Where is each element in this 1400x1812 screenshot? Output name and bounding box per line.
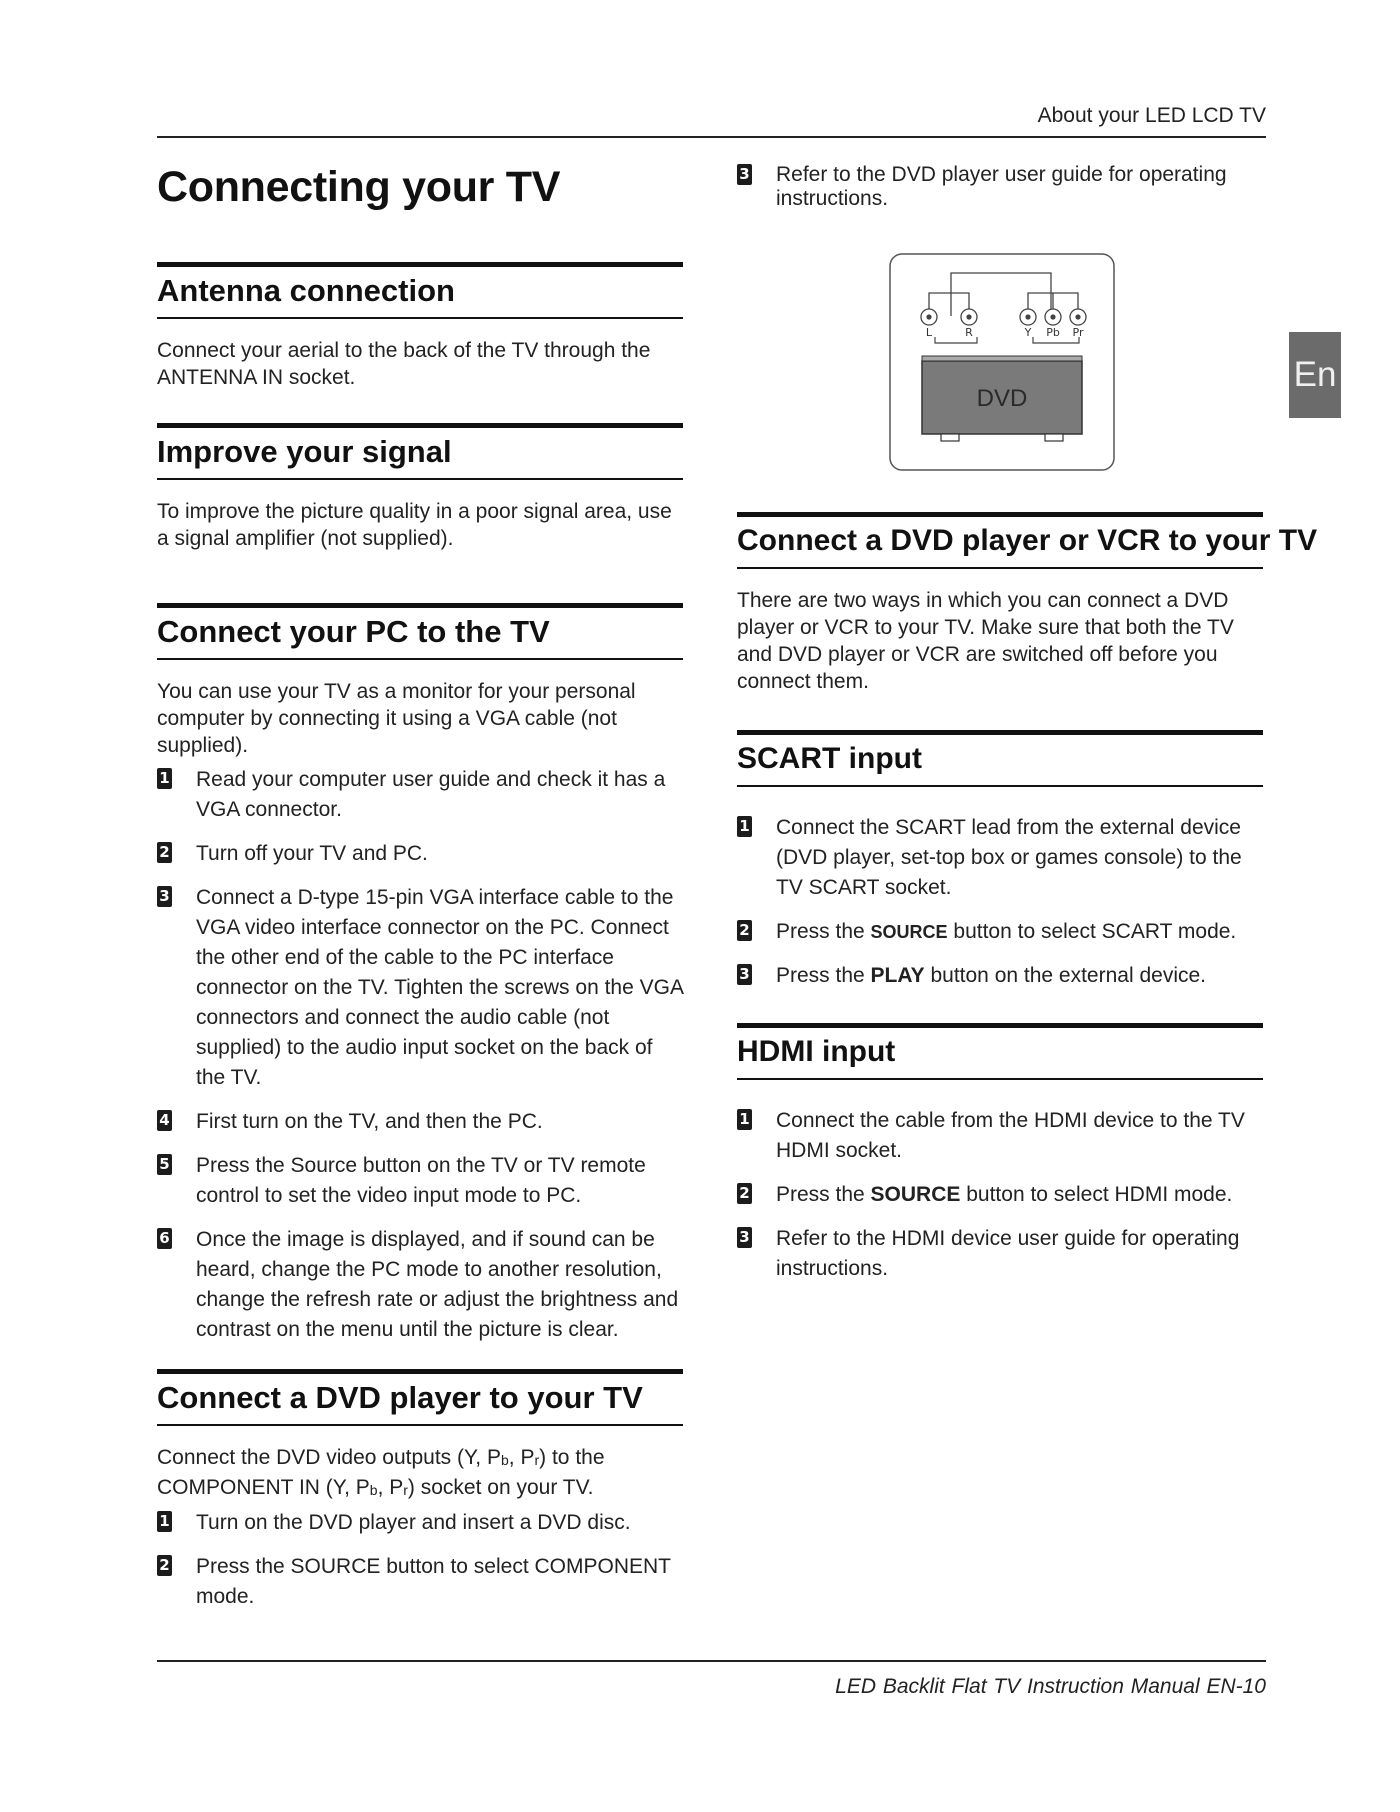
step-text: Read your computer user guide and check it has a VGA connector. xyxy=(196,768,666,821)
left-column xyxy=(157,262,683,1626)
signal-body: To improve the picture quality in a poor signal area, use a signal amplifier (not supplied). xyxy=(157,500,672,550)
step-number: 3 xyxy=(737,964,752,985)
list-item xyxy=(157,765,683,825)
step-text: Connect the SCART lead from the external device (DVD player, set-top box or games console) to the TV SCART socket. xyxy=(776,816,1242,899)
step-text: Refer to the DVD player user guide for operating instructions. xyxy=(776,163,1227,210)
step-text: Connect the cable from the HDMI device to the TV HDMI socket. xyxy=(776,1109,1245,1162)
step-text: Turn off your TV and PC. xyxy=(196,842,428,865)
step-number: 5 xyxy=(157,1154,172,1175)
scart-section xyxy=(737,730,1263,991)
list-item xyxy=(737,1224,1263,1284)
keyword-source: SOURCE xyxy=(870,1183,961,1206)
jack-label-pb: Pb xyxy=(1046,326,1060,339)
header-rule xyxy=(157,136,1266,138)
list-item xyxy=(157,839,683,869)
list-item xyxy=(157,1552,683,1612)
page-title: Connecting your TV xyxy=(157,163,561,211)
pc-section xyxy=(157,603,683,1345)
pc-steps xyxy=(157,765,683,1345)
jack-label-l: L xyxy=(925,326,933,339)
jack-label-y: Y xyxy=(1024,326,1032,339)
step-number: 1 xyxy=(157,1511,172,1532)
list-item: 2 Press the SOURCE button to select HDMI mode. xyxy=(737,1180,1263,1210)
step-number: 3 xyxy=(737,1227,752,1248)
dvd-connection-diagram xyxy=(889,253,1115,471)
step-text: Turn on the DVD player and insert a DVD disc. xyxy=(196,1511,631,1534)
dvd-device-label: DVD xyxy=(976,385,1028,412)
footer-rule xyxy=(157,1660,1266,1662)
antenna-body: Connect your aerial to the back of the TV through the ANTENNA IN socket. xyxy=(157,339,651,389)
step-number: 2 xyxy=(157,842,172,863)
signal-heading: Improve your signal xyxy=(157,423,683,480)
dvd-steps-continued xyxy=(737,163,1263,211)
running-header: About your LED LCD TV xyxy=(1037,104,1266,127)
list-item xyxy=(737,1106,1263,1166)
antenna-section xyxy=(157,262,683,391)
hdmi-section xyxy=(737,1023,1263,1284)
step-text: Press the Source button on the TV or TV remote control to set the video input mode to PC. xyxy=(196,1154,646,1207)
step-number: 1 xyxy=(737,816,752,837)
dvd-vcr-body: There are two ways in which you can connect a DVD player or VCR to your TV. Make sure that both the TV and DVD player or VCR are switched off before you connect them. xyxy=(737,589,1234,693)
step-number: 2 xyxy=(737,920,752,941)
rca-jack-r xyxy=(961,309,977,325)
list-item xyxy=(737,813,1263,903)
step-number: 4 xyxy=(157,1110,172,1131)
step-number: 1 xyxy=(157,768,172,789)
pc-heading: Connect your PC to the TV xyxy=(157,603,683,660)
list-item xyxy=(157,1225,683,1345)
step-number: 3 xyxy=(737,164,752,185)
step-text: Press the SOURCE button to select COMPONENT mode. xyxy=(196,1555,671,1608)
step-number: 3 xyxy=(157,886,172,907)
dvd-vcr-section xyxy=(737,512,1318,695)
rca-jack-pb xyxy=(1045,309,1061,325)
jack-label-pr: Pr xyxy=(1072,326,1084,339)
pc-body: You can use your TV as a monitor for your personal computer by connecting it using a VGA cable (not supplied). xyxy=(157,680,636,757)
dvd-heading: Connect a DVD player to your TV xyxy=(157,1369,683,1426)
keyword-play: PLAY xyxy=(870,964,925,987)
step-number: 2 xyxy=(737,1183,752,1204)
language-tab: En xyxy=(1289,332,1341,418)
hdmi-steps xyxy=(737,1106,1263,1284)
antenna-heading: Antenna connection xyxy=(157,262,683,319)
hdmi-heading: HDMI input xyxy=(737,1023,1263,1080)
rca-jack-l xyxy=(921,309,937,325)
list-item: 3 Press the PLAY button on the external device. xyxy=(737,961,1263,991)
dvd-vcr-heading: Connect a DVD player or VCR to your TV xyxy=(737,512,1263,569)
list-item xyxy=(157,1107,683,1137)
step-text: Once the image is displayed, and if sound can be heard, change the PC mode to another resolution, change the refresh rate or adjust the brightness and contrast on the menu until the picture is clear. xyxy=(196,1228,679,1341)
jack-label-r: R xyxy=(965,326,973,339)
step-text: First turn on the TV, and then the PC. xyxy=(196,1110,543,1133)
scart-steps xyxy=(737,813,1263,991)
list-item xyxy=(157,1508,683,1538)
list-item xyxy=(157,1151,683,1211)
rca-jack-pr xyxy=(1070,309,1086,325)
list-item xyxy=(157,883,683,1093)
signal-section xyxy=(157,423,683,552)
dvd-body: Connect the DVD video outputs (Y, $P_b$, $P_r$) to the COMPONENT IN (Y, $P_b$, $P_r$) socket on your TV. xyxy=(157,1446,605,1499)
page-footer: LED Backlit Flat TV Instruction Manual EN-10 xyxy=(835,1675,1266,1698)
dvd-steps xyxy=(157,1508,683,1612)
rca-jack-y xyxy=(1020,309,1036,325)
list-item xyxy=(737,163,1263,211)
scart-heading: SCART input xyxy=(737,730,1263,787)
dvd-section xyxy=(157,1369,683,1612)
step-number: 1 xyxy=(737,1109,752,1130)
step-text: Connect a D-type 15-pin VGA interface cable to the VGA video interface connector on the PC. Connect the other end of the cable to the PC interface connector on the TV. Tighten the screws on the VGA connectors and connect the audio cable (not supplied) to the audio input socket on the back of the TV. xyxy=(196,886,683,1089)
step-number: 6 xyxy=(157,1228,172,1249)
list-item: 2 Press the SOURCE button to select SCART mode. xyxy=(737,917,1263,947)
keyword-source: SOURCE xyxy=(870,922,948,942)
step-text: Refer to the HDMI device user guide for operating instructions. xyxy=(776,1227,1240,1280)
step-number: 2 xyxy=(157,1555,172,1576)
